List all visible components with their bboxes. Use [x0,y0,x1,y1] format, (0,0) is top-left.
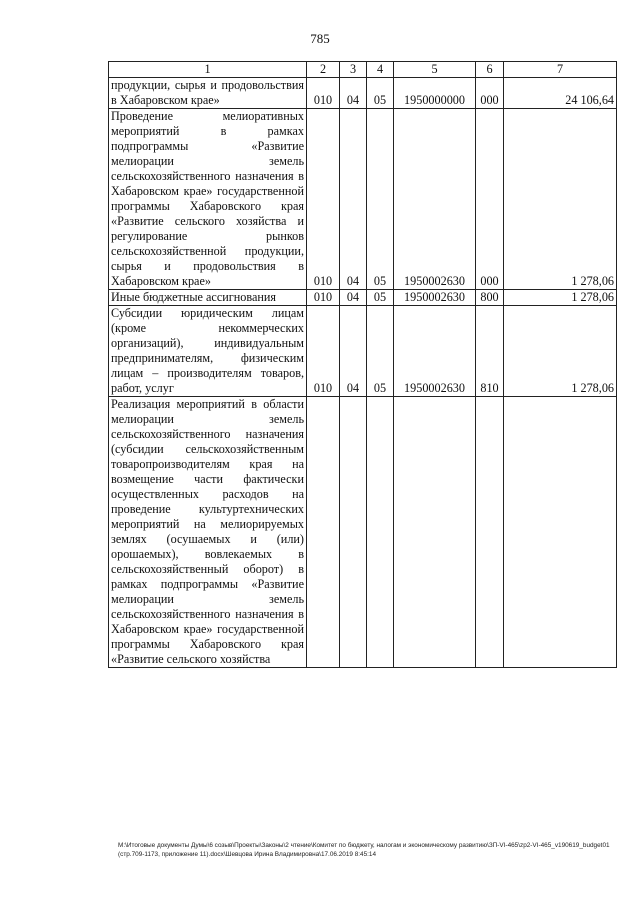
cell-section [340,397,367,668]
cell-section: 04 [340,306,367,397]
budget-table [108,61,617,668]
cell-expense-type [476,397,504,668]
cell-expense-type: 000 [476,109,504,290]
cell-grbs: 010 [307,109,340,290]
table-row [109,306,617,397]
cell-target-article: 1950002630 [394,109,476,290]
cell-grbs: 010 [307,290,340,306]
cell-target-article: 1950002630 [394,290,476,306]
cell-target-article [394,397,476,668]
column-header: 3 [340,62,367,78]
cell-expense-type: 810 [476,306,504,397]
cell-subsection: 05 [367,109,394,290]
column-header: 4 [367,62,394,78]
column-header: 1 [109,62,307,78]
cell-amount: 24 106,64 [504,78,617,109]
cell-amount: 1 278,06 [504,306,617,397]
column-header: 2 [307,62,340,78]
cell-grbs [307,397,340,668]
table-row [109,290,617,306]
table-row [109,109,617,290]
column-header: 6 [476,62,504,78]
cell-subsection: 05 [367,306,394,397]
cell-amount: 1 278,06 [504,290,617,306]
cell-subsection: 05 [367,78,394,109]
document-path-footer: M:\Итоговые документы Думы\6 созыв\Проекты\Законы\2 чтение\Комитет по бюджету, налогам и экономическому развитию\ЗП-VI-465\zp2-VI-465_v190619_budget01 (стр.709-1173, приложение 11).docx\Шевцова Ирина Владимировна\17.06.2019 8:45:14 [118,842,610,858]
cell-amount: 1 278,06 [504,109,617,290]
cell-section: 04 [340,290,367,306]
table-row [109,78,617,109]
cell-amount [504,397,617,668]
column-header: 5 [394,62,476,78]
cell-target-article: 1950000000 [394,78,476,109]
row-name: Иные бюджетные ассигнования [109,290,307,306]
row-name: продукции, сырья и продовольствия в Хабаровском крае» [109,78,307,109]
column-header: 7 [504,62,617,78]
cell-subsection: 05 [367,290,394,306]
table-row [109,397,617,668]
cell-target-article: 1950002630 [394,306,476,397]
cell-grbs: 010 [307,78,340,109]
cell-section: 04 [340,109,367,290]
row-name: Субсидии юридическим лицам (кроме некоммерческих организаций), индивидуальным предпринимателям, физическим лицам – производителям товаров, работ, услуг [109,306,307,397]
row-name: Реализация мероприятий в области мелиорации земель сельскохозяйственного назначения (субсидии сельскохозяйственным товаропроизводителям края на возмещение части фактически осуществленных расходов на проведение культуртехнических мероприятий на мелиорируемых землях (осушаемых и (или) орошаемых), вовлекаемых в сельскохозяйственный оборот) в рамках подпрограммы «Развитие мелиорации земель сельскохозяйственного назначения в Хабаровском крае» государственной программы Хабаровского края «Развитие сельского хозяйства [109,397,307,668]
cell-subsection [367,397,394,668]
cell-expense-type: 800 [476,290,504,306]
cell-section: 04 [340,78,367,109]
page-number: 785 [310,31,330,46]
row-name: Проведение мелиоративных мероприятий в рамках подпрограммы «Развитие мелиорации земель сельскохозяйственного назначения в Хабаровском крае» государственной программы Хабаровского края «Развитие сельского хозяйства и регулирование рынков сельскохозяйственной продукции, сырья и продовольствия в Хабаровском крае» [109,109,307,290]
table-header-row [109,62,617,78]
cell-expense-type: 000 [476,78,504,109]
cell-grbs: 010 [307,306,340,397]
